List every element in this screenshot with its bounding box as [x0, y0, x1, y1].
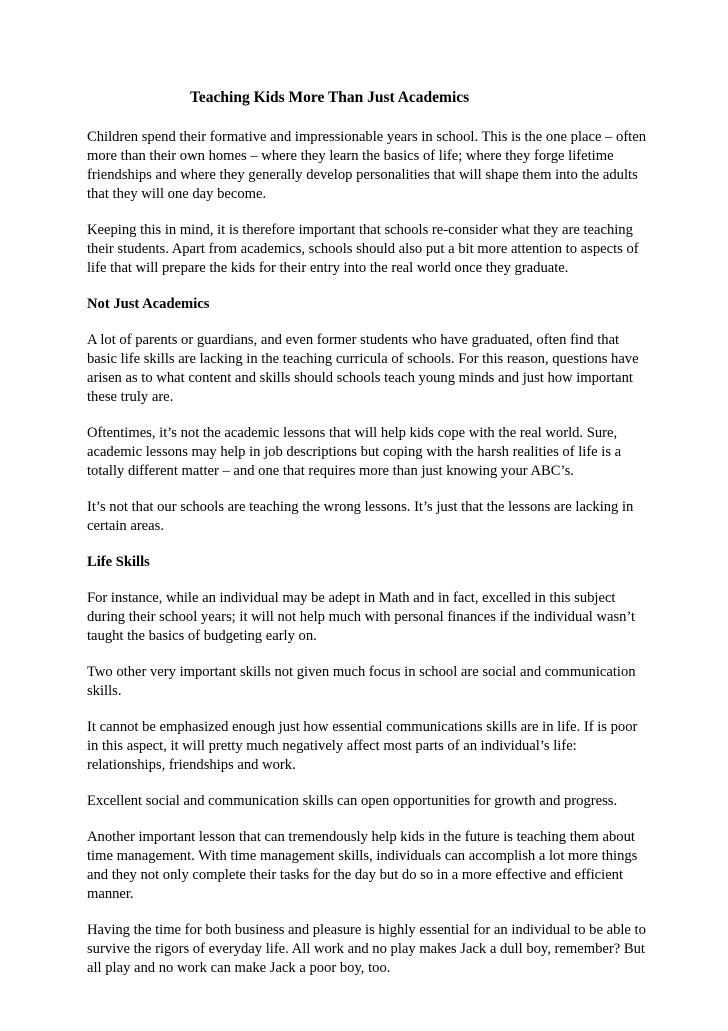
paragraph-reconsider: Keeping this in mind, it is therefore important that schools re-consider what they are teaching their students. Apart from academics, schools should also put a bit more attention to aspects of life that will prepare the kids for their entry into the real world once they graduate. [87, 222, 639, 276]
paragraph-intro: Children spend their formative and impressionable years in school. This is the one place – often more than their own homes – where they learn the basics of life; where they forge lifetime friendships and where they generally develop personalities that will shape them into the adults that they will one day become. [87, 129, 647, 202]
section-heading-life-skills: Life Skills [87, 554, 150, 570]
paragraph-budgeting: For instance, while an individual may be adept in Math and in fact, excelled in this subject during their school years; it will not help much with personal finances if the individual wasn’t taught the basics of budgeting early on. [87, 590, 636, 644]
paragraph-wrong-lessons: It’s not that our schools are teaching the wrong lessons. It’s just that the lessons are lacking in certain areas. [87, 499, 634, 534]
document-page [87, 88, 647, 995]
paragraph-life-skills-lacking: A lot of parents or guardians, and even former students who have graduated, often find that basic life skills are lacking in the teaching curricula of schools. For this reason, questions have arisen as to what content and skills should schools teach young minds and just how important these truly are. [87, 332, 639, 405]
paragraph-time-management: Another important lesson that can tremendously help kids in the future is teaching them about time management. With time management skills, individuals can accomplish a lot more things and they not only complete their tasks for the day but do so in a more effective and efficient manner. [87, 829, 638, 902]
paragraph-social-skills: Two other very important skills not given much focus in school are social and communication skills. [87, 664, 636, 699]
paragraph-real-world: Oftentimes, it’s not the academic lessons that will help kids cope with the real world. Sure, academic lessons may help in job descriptions but coping with the harsh realities of life is a totally different matter – and one that requires more than just knowing your ABC’s. [87, 425, 622, 479]
paragraph-opportunities: Excellent social and communication skills can open opportunities for growth and progress. [87, 793, 618, 809]
paragraph-communication: It cannot be emphasized enough just how essential communications skills are in life. If is poor in this aspect, it will pretty much negatively affect most parts of an individual’s life: relationships, friendships and work. [87, 719, 638, 773]
paragraph-business-pleasure: Having the time for both business and pleasure is highly essential for an individual to be able to survive the rigors of everyday life. All work and no play makes Jack a dull boy, remember? But all play and no work can make Jack a poor boy, too. [87, 922, 646, 976]
document-title: Teaching Kids More Than Just Academics [190, 89, 470, 106]
section-heading-not-just-academics: Not Just Academics [87, 296, 210, 312]
